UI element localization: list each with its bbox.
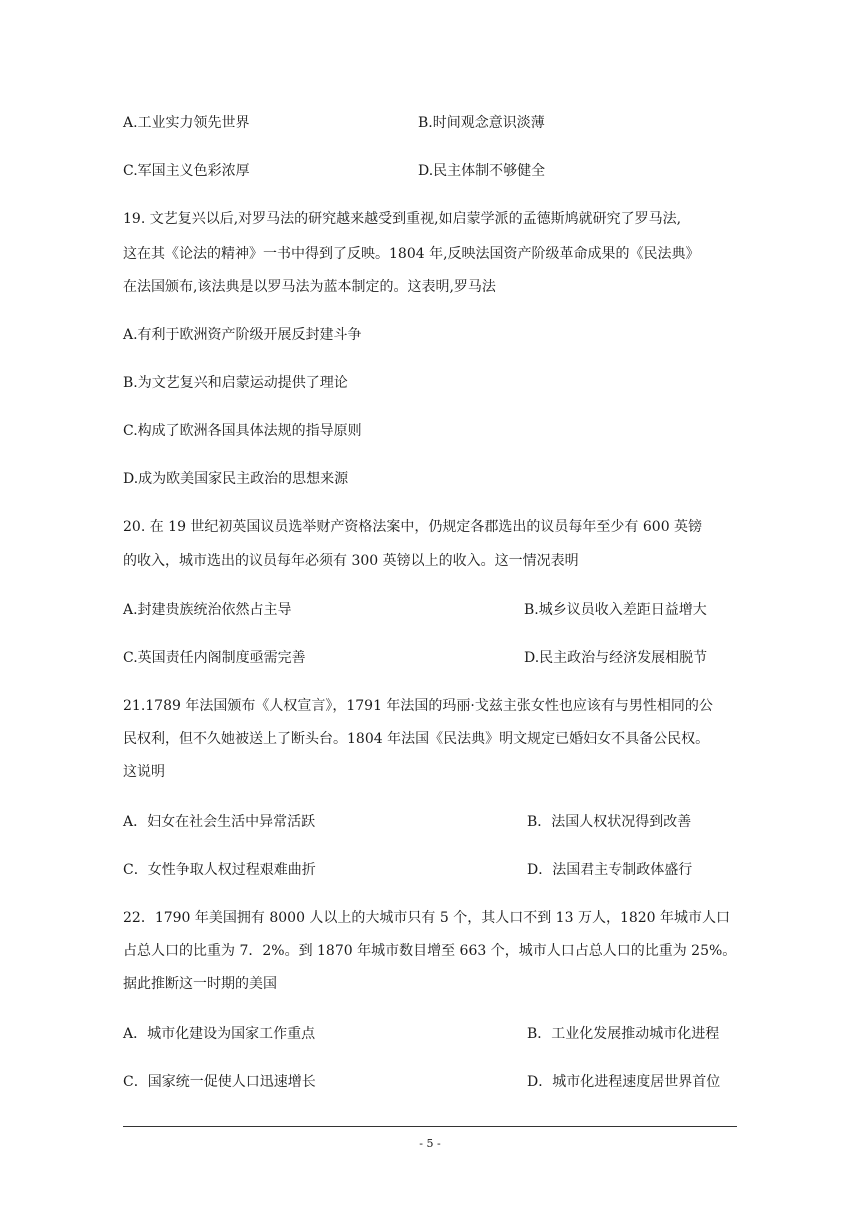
q22-option-a: A．城市化建设为国家工作重点	[123, 1026, 316, 1042]
q22-stem-line-1: 22．1790 年美国拥有 8000 人以上的大城市只有 5 个，其人口不到 13 万人，1820 年城市人口	[123, 910, 731, 926]
q21-option-c: C．女性争取人权过程艰难曲折	[123, 862, 316, 878]
q18-option-a: A.工业实力领先世界	[123, 115, 250, 131]
q21-option-b: B．法国人权状况得到改善	[527, 814, 692, 830]
q20-option-d: D.民主政治与经济发展相脱节	[524, 650, 708, 666]
q19-option-c: C.构成了欧洲各国具体法规的指导原则	[123, 423, 362, 439]
q22-option-d: D．城市化进程速度居世界首位	[527, 1074, 721, 1090]
q18-option-d: D.民主体制不够健全	[418, 163, 546, 179]
q18-option-b: B.时间观念意识淡薄	[418, 115, 545, 131]
q22-option-c: C．国家统一促使人口迅速增长	[123, 1074, 316, 1090]
footer-divider	[123, 1126, 737, 1127]
q22-option-b: B．工业化发展推动城市化进程	[527, 1026, 720, 1042]
q19-stem-line-3: 在法国颁布,该法典是以罗马法为蓝本制定的。这表明,罗马法	[123, 279, 496, 295]
q21-stem-line-1: 21.1789 年法国颁布《人权宣言》，1791 年法国的玛丽·戈兹主张女性也应该有与男性相同的公	[123, 698, 713, 714]
q19-option-b: B.为文艺复兴和启蒙运动提供了理论	[123, 375, 348, 391]
q21-option-a: A．妇女在社会生活中异常活跃	[123, 814, 316, 830]
page-number: - 5 -	[419, 1137, 441, 1150]
q21-stem-line-3: 这说明	[123, 764, 165, 780]
q22-stem-line-2: 占总人口的比重为 7．2%。到 1870 年城市数目增至 663 个，城市人口占总人口的比重为 25%。	[123, 943, 737, 959]
q21-stem-line-2: 民权利，但不久她被送上了断头台。1804 年法国《民法典》明文规定已婚妇女不具备公民权。	[123, 731, 710, 747]
q20-option-a: A.封建贵族统治依然占主导	[123, 602, 292, 618]
q20-stem-line-1: 20. 在 19 世纪初英国议员选举财产资格法案中，仍规定各郡选出的议员每年至少有 600 英镑	[123, 519, 703, 535]
q18-option-c: C.军国主义色彩浓厚	[123, 163, 250, 179]
q19-stem-line-2: 这在其《论法的精神》一书中得到了反映。1804 年,反映法国资产阶级革命成果的《民法典》	[123, 246, 700, 262]
q19-option-a: A.有利于欧洲资产阶级开展反封建斗争	[123, 327, 362, 343]
q20-option-c: C.英国责任内阁制度亟需完善	[123, 650, 306, 666]
q19-stem-line-1: 19. 文艺复兴以后,对罗马法的研究越来越受到重视,如启蒙学派的孟德斯鸠就研究了罗马法,	[123, 211, 682, 227]
q20-option-b: B.城乡议员收入差距日益增大	[524, 602, 707, 618]
q22-stem-line-3: 据此推断这一时期的美国	[123, 976, 277, 992]
q19-option-d: D.成为欧美国家民主政治的思想来源	[123, 471, 349, 487]
q21-option-d: D．法国君主专制政体盛行	[527, 862, 693, 878]
q20-stem-line-2: 的收入，城市选出的议员每年必须有 300 英镑以上的收入。这一情况表明	[123, 553, 579, 569]
